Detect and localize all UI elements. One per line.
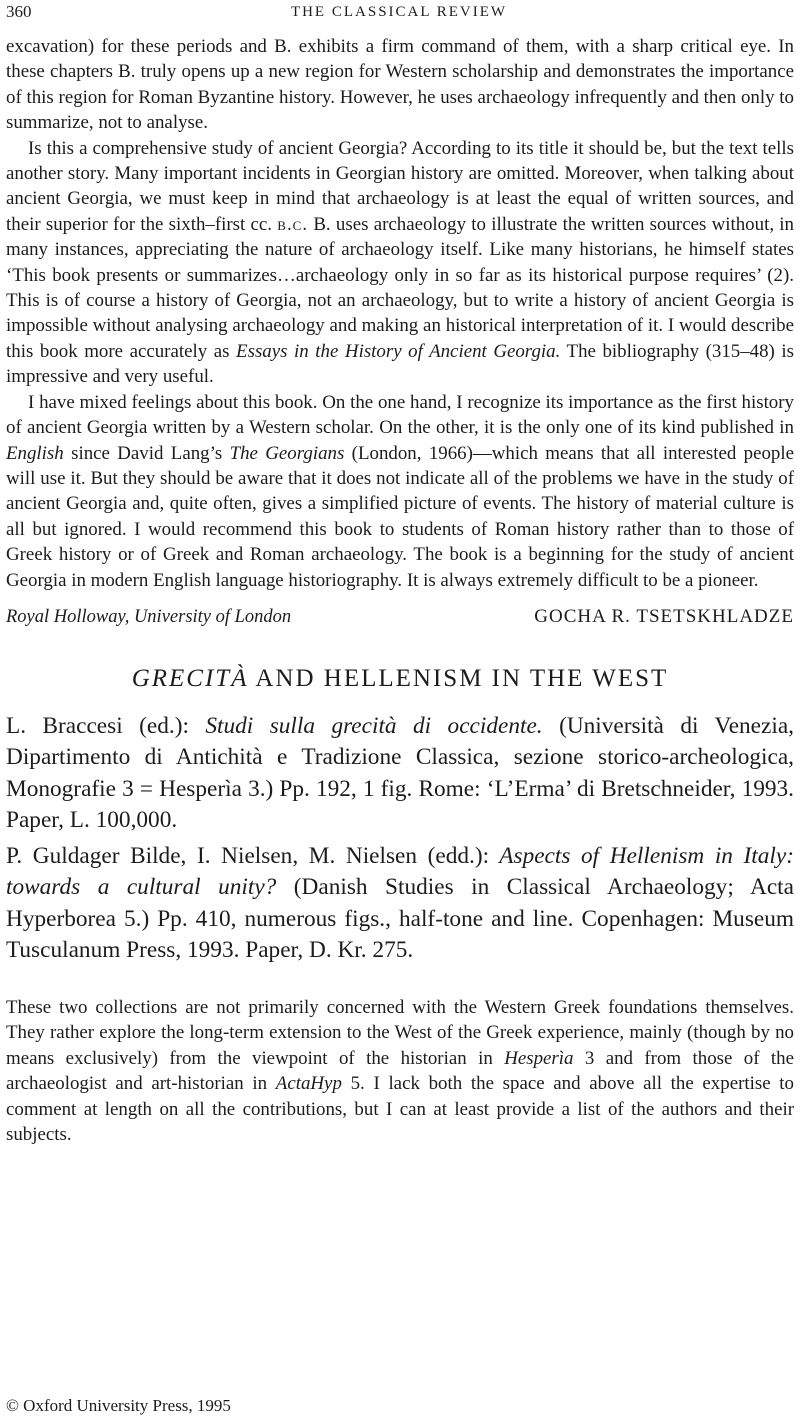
citation-1-author: L. Braccesi (ed.): [6,712,189,739]
citation-2-author: P. Guldager Bilde, I. Nielsen, M. Nielsen (edd.): [6,842,490,869]
running-header [6,0,792,24]
bc-abbrev: b.c. [277,213,309,235]
review-signature [6,603,794,631]
page-body [6,34,794,1147]
journal-title: THE CLASSICAL REVIEW [290,4,508,20]
copyright-footer: © Oxford University Press, 1995 [6,1396,231,1415]
paragraph-2: Is this a comprehensive study of ancient Georgia? According to its title it should be, but the text tells another story. Many important incidents in Georgian history are omitted. Moreover, when talking about ancient Georgia, we must keep in mind that archaeology is at least the equal of written sources, and their superior for the sixth–first cc. b.c. B. uses archaeology to illustrate the written sources without, in many instances, appreciating the nature of archaeology itself. Like many historians, he himself states ‘This book presents or summarizes…archaeology only in so far as its historical purpose requires’ (2). This is of course a history of Georgia, not an archaeology, but to write a history of ancient Georgia is impossible without analysing archaeology and making an historical interpretation of it. I would describe this book more accurately as Essays in the History of Ancient Georgia. The bibliography (315–48) is impressive and very useful. [6,137,794,388]
reviewer-name: GOCHA R. TSETSKHLADZE [534,605,794,627]
paragraph-3: I have mixed feelings about this book. On the one hand, I recognize its importance as the first history of ancient Georgia written by a Western scholar. On the other, it is the only one of its kind published in English since David Lang’s The Georgians (London, 1966)—which means that all interested people will use it. But they should be aware that it does not indicate all of the problems we have in the study of ancient Georgia and, quite often, gives a simplified picture of events. The history of material culture is all but ignored. I would recommend this book to students of Roman history rather than to those of Greek history or of Greek and Roman archaeology. The book is a beginning for the study of ancient Georgia in modern English language historiography. It is always extremely difficult to be a pioneer. [6,391,794,591]
citation-2: P. Guldager Bilde, I. Nielsen, M. Nielsen (edd.): Aspects of Hellenism in Italy: towards a cultural unity? (Danish Studies in Classical Archaeology; Acta Hyperborea 5.) Pp. 410, numerous figs., half-tone and line. Copenhagen: Museum Tusculanum Press, 1993. Paper, D. Kr. 275. [6,842,794,964]
section-heading: GRECITÀ AND HELLENISM IN THE WEST [131,664,669,692]
page-number: 360 [6,2,32,21]
essays-title: Essays in the History of Ancient Georgia. [236,340,561,362]
citation-2-title: Aspects of Hellenism in Italy: towards a cultural unity? [6,842,794,901]
reviewer-institution: Royal Holloway, University of London [6,606,292,627]
citation-1: L. Braccesi (ed.): Studi sulla grecità di occidente. (Università di Venezia, Dipartimento di Antichità e Tradizione Classica, sezione storico-archeologica, Monografie 3 = Hesperìa 3.) Pp. 192, 1 fig. Rome: ‘L’Erma’ di Bretschneider, 1993. Paper, L. 100,000. [6,712,794,834]
citation-1-title: Studi sulla grecità di occidente. [188,712,543,739]
georgians-title: The Georgians [229,442,345,464]
review-paragraph: These two collections are not primarily concerned with the Western Greek foundations themselves. They rather explore the long-term extension to the West of the Greek experience, mainly (though by no means exclusively) from the viewpoint of the historian in Hesperìa 3 and from those of the archaeologist and art-historian in ActaHyp 5. I lack both the space and above all the expertise to comment at length on all the contributions, but I can at least provide a list of the authors and their subjects. [6,996,795,1145]
paragraph-1: excavation) for these periods and B. exhibits a firm command of them, with a sharp critical eye. In these chapters B. truly opens up a new region for Western scholarship and demonstrates the importance of this region for Roman Byzantine history. However, he uses archaeology infrequently and then only to summarize, not to analyse. [6,36,794,134]
